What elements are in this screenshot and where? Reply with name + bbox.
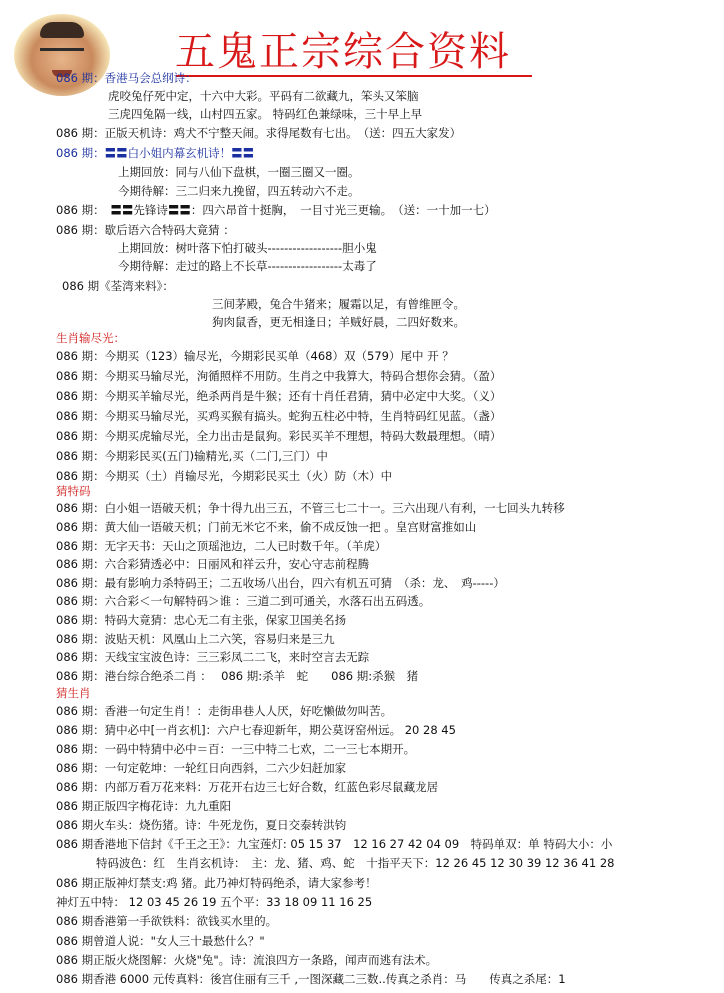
text-line: 086 期正版四字梅花诗：九九重阳 bbox=[56, 799, 232, 813]
text-line: 086 期：六合彩猜透必中：日丽风和祥云升，安心守志前程腾 bbox=[56, 557, 370, 571]
text-line: 086 期：歇后语六合特码大竟猜 ： bbox=[56, 223, 235, 237]
text-line: 086 期：香港马会总纲诗： bbox=[56, 71, 197, 85]
avatar-hair bbox=[40, 22, 84, 38]
text-line: 086 期：正版天机诗：鸡犬不宁整天闹。求得尾数有七出。 （送：四五大家发） bbox=[56, 126, 462, 140]
text-line: 086 期香港地下信封《千王之王》：九宝莲灯: 05 15 37 12 16 27 42 04 09 特码单双：单 特码大小：小 bbox=[56, 837, 613, 851]
text-line: 086 期：今期彩民买(五门)输精光,买（二门,三门）中 bbox=[56, 449, 328, 463]
text-line: 三间茅殿，兔合牛猪来；履霜以足，有曾维匣令。 bbox=[212, 297, 465, 311]
text-line: 086 期：港台综合绝杀二肖 ： 086 期:杀羊 蛇 086 期:杀猴 猪 bbox=[56, 669, 419, 683]
text-line: 086 期：波贴天机：风凰山上二六笑，容易归来是三九 bbox=[56, 632, 335, 646]
text-line: 虎咬兔仔死中定，十六中大彩。平码有二欲藏九，笨头又笨脑 bbox=[108, 89, 419, 103]
text-line: 086 期：香港一句定生肖！：走街串巷人人厌，好吃懒做勿叫苦。 bbox=[56, 704, 393, 718]
text-line: 086 期：今期买（土）肖输尽光，今期彩民买土（火）防（木）中 bbox=[56, 469, 393, 483]
avatar-glasses bbox=[40, 48, 84, 59]
text-line: 今期待解：三二归来九挽留，四五转动六不走。 bbox=[118, 184, 360, 198]
text-line: 特码波色：红 生肖玄机诗： 主：龙、猪、鸡、蛇 十指平天下：12 26 45 12 30 39 12 36 41 28 bbox=[96, 856, 615, 870]
text-line: 086 期：猜中必中[一肖玄机]：六户七春迎新年，期公莫讶窑州远。 20 28 45 bbox=[56, 723, 456, 737]
text-line: 086 期火车头：烧伤猪。诗：牛死龙伤，夏日交泰转洪钧 bbox=[56, 818, 347, 832]
text-line: 086 期：天线宝宝波色诗：三三彩凤二二飞，来时空言去无踪 bbox=[56, 650, 370, 664]
text-line: 086 期：一句定乾坤：一轮红日向西斜，二六少妇赶加家 bbox=[56, 761, 347, 775]
text-line: 086 期正版神灯禁支:鸡 猪。此乃神灯特码绝杀，请大家参考！ bbox=[56, 876, 377, 890]
text-line: 086 期：内部万看万花来料：万花开右边三七好合数，红蓝色彩尽鼠藏龙居 bbox=[56, 780, 439, 794]
text-line: 086 期：一码中特猜中必中＝百：一三中特二七欢，二一三七本期开。 bbox=[56, 742, 416, 756]
text-line: 086 期： 〓〓先锋诗〓〓：四六昂首十挺胸， 一目寸光三更输。 （送：一十加一七） bbox=[56, 203, 496, 217]
text-line: 三虎四兔隔一线，山村四五家。 特码红色兼绿味，三十早上早 bbox=[108, 107, 423, 121]
text-line: 086 期正版火烧图解：火烧"兔"。诗：流浪四方一条路，闻声而逃有法术。 bbox=[56, 953, 438, 967]
text-line: 上期回放：同与八仙下盘棋，一圈三圈又一圈。 bbox=[118, 165, 360, 179]
text-line: 狗肉鼠香，更无相逢日；羊贼好晨，二四好数来。 bbox=[212, 315, 465, 329]
text-line: 086 期：今期买羊输尽光，绝杀两肖是牛猴；还有十肖任君猜，猜中必定中大奖。（义） bbox=[56, 389, 502, 403]
text-line: 086 期：六合彩＜一句解特码＞谁 ：三道二到可通关，水落石出五码透。 bbox=[56, 594, 431, 608]
text-line: 生肖输尽光： bbox=[56, 331, 125, 345]
text-line: 086 期：今期买马输尽光，买鸡买猴有搞头。蛇狗五柱必中特，生肖特码红见蓝。（盏） bbox=[56, 409, 502, 423]
title-underline bbox=[176, 75, 532, 77]
text-line: 086 期曾道人说："女人三十最愁什么？" bbox=[56, 934, 265, 948]
text-line: 086 期：黄大仙一语破天机；门前无米它不来，偷不成反蚀一把 。皇宫财富推如山 bbox=[56, 520, 477, 534]
text-line: 神灯五中特： 12 03 45 26 19 五个平：33 18 09 11 16 25 bbox=[56, 895, 373, 909]
text-line: 猜特码 bbox=[56, 484, 91, 498]
text-line: 今期待解：走过的路上不长草------------------太毒了 bbox=[118, 259, 377, 273]
text-line: 086 期《荃湾来料》： bbox=[62, 279, 174, 293]
text-line: 086 期：今期买虎输尽光，全力出击是鼠狗。彩民买羊不理想，特码大数最理想。（晴） bbox=[56, 429, 502, 443]
text-line: 086 期：〓〓白小姐内幕玄机诗！〓〓 bbox=[56, 146, 255, 160]
text-line: 上期回放：树叶落下怕打破头------------------胆小鬼 bbox=[118, 241, 377, 255]
text-line: 086 期：今期买马输尽光，洵循照样不用防。生肖之中我算大，特码合想你会猜。（盈） bbox=[56, 369, 502, 383]
text-line: 086 期：特码大竟猜：忠心无二有主张，保家卫国美名扬 bbox=[56, 613, 347, 627]
text-line: 086 期：无字天书：天山之顶瑶池边，二人已时数千年。（羊虎） bbox=[56, 539, 387, 553]
text-line: 086 期香港第一手欲铁料：欲钱买水里的。 bbox=[56, 914, 278, 928]
page-title: 五鬼正宗综合资料 bbox=[175, 29, 511, 75]
text-line: 086 期：今期买（123）输尽光，今期彩民买单（468）双（579）尾中 开 ？ bbox=[56, 349, 454, 363]
text-line: 086 期：最有影响力杀特码王；二五收场八出台，四六有机五可猜 （杀：龙、 鸡-----） bbox=[56, 576, 505, 590]
text-line: 086 期香港 6000 元传真料：後宫住丽有三千 ,一图深藏二三数..传真之杀肖：马 传真之杀尾：1 bbox=[56, 972, 566, 986]
text-line: 086 期：白小姐一语破天机；争十得九出三五，不管三七二十一。三六出现八有利，一七回头九转移 bbox=[56, 501, 565, 515]
text-line: 猜生肖 bbox=[56, 686, 91, 700]
